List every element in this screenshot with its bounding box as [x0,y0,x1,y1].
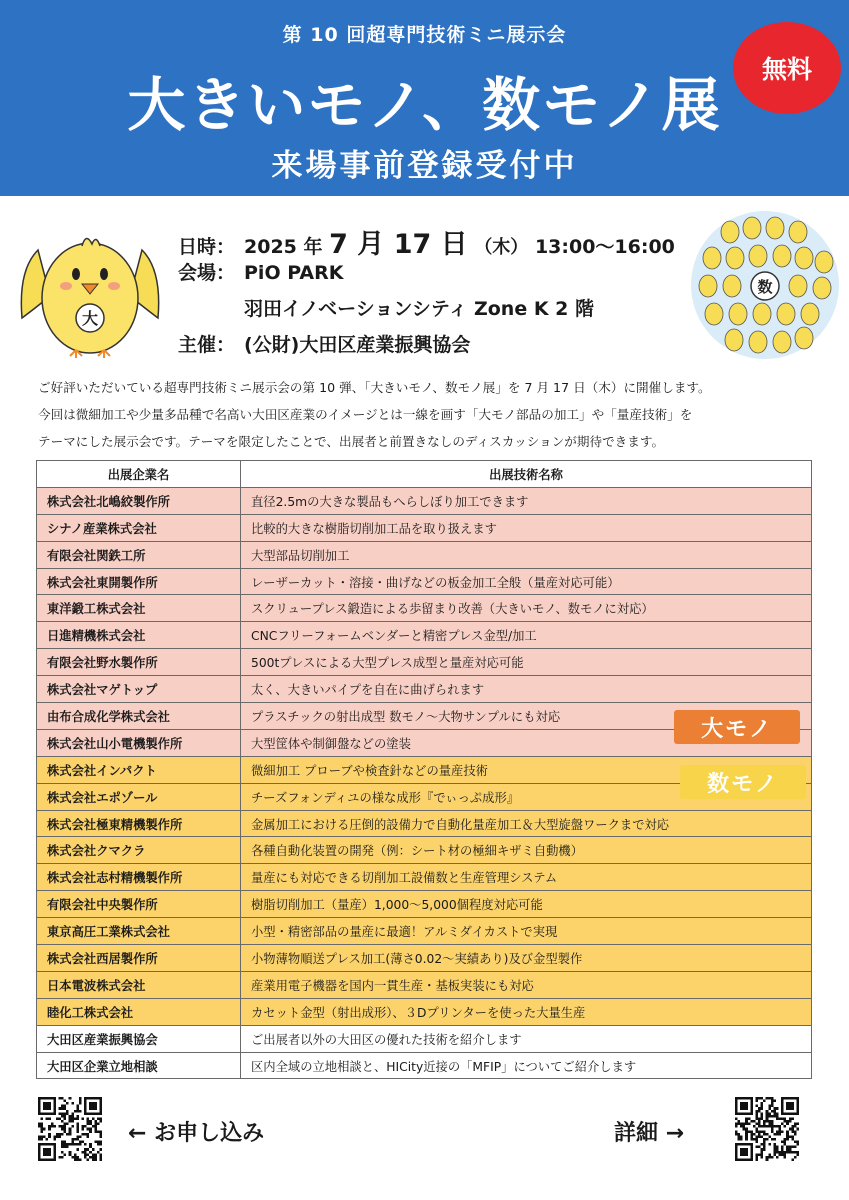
table-row [37,541,812,568]
technology-cell: 微細加工 プローブや検査針などの量産技術 [241,756,812,783]
table-row [37,837,812,864]
technology-cell: 大型部品切削加工 [241,541,812,568]
table-header-row [37,461,812,488]
description-line: テーマにした展示会です。テーマを限定したことで、出展者と前置きなしのディスカッションが期待できます。 [38,434,665,449]
event-date-row [178,222,698,258]
company-name-cell: 株式会社志村精機製作所 [37,864,241,891]
company-name-cell: 株式会社西居製作所 [37,945,241,972]
table-row [37,514,812,541]
technology-cell: 小型・精密部品の量産に最適！アルミダイカストで実現 [241,918,812,945]
date-day: 7 月 17 日 [329,229,468,260]
page-title: 大きいモノ、数モノ展 [127,71,722,139]
table-row [37,810,812,837]
apply-link[interactable]: ← お申し込み [128,1121,265,1146]
company-name-cell: 株式会社山小電機製作所 [37,729,241,756]
technology-cell: カセット金型（射出成形）、３Dプリンターを使った大量生産 [241,998,812,1025]
table-row [37,864,812,891]
company-name-cell: 株式会社極東精機製作所 [37,810,241,837]
technology-cell: CNCフリーフォームベンダーと精密プレス金型/加工 [241,622,812,649]
company-name-cell: 由布合成化学株式会社 [37,703,241,730]
table-row [37,1052,812,1079]
technology-cell: ご出展者以外の大田区の優れた技術を紹介します [241,1025,812,1052]
table-row [37,487,812,514]
event-info [178,222,698,366]
company-name-cell: 東洋鍛工株式会社 [37,595,241,622]
technology-cell: 樹脂切削加工（量産）1,000～5,000個程度対応可能 [241,891,812,918]
chick-mascot-icon [10,210,170,360]
company-name-cell: 株式会社東開製作所 [37,568,241,595]
date-weekday: （木） [474,237,529,258]
table-row [37,595,812,622]
company-name-cell: 大田区産業振興協会 [37,1025,241,1052]
table-row [37,1025,812,1052]
big-item-tag: 大モノ [674,710,800,744]
date-year: 2025 年 [244,236,323,258]
table-row [37,622,812,649]
technology-cell: 区内全域の立地相談と、HICity近接の「MFIP」についてご紹介します [241,1052,812,1079]
technology-cell: 産業用電子機器を国内一貫生産・基板実装にも対応 [241,971,812,998]
header-technology: 出展技術名称 [241,461,812,488]
header-company: 出展企業名 [37,461,241,488]
company-name-cell: 株式会社北嶋絞製作所 [37,487,241,514]
table-row [37,998,812,1025]
event-venue-row-2 [178,294,698,330]
company-name-cell: 有限会社中央製作所 [37,891,241,918]
technology-cell: 太く、大きいパイプを自在に曲げられます [241,676,812,703]
table-row [37,676,812,703]
company-name-cell: 有限会社関鉄工所 [37,541,241,568]
technology-cell: 直径2.5mの大きな製品もへらしぼり加工できます [241,487,812,514]
technology-cell: スクリュープレス鍛造による歩留まり改善（大きいモノ、数モノに対応） [241,595,812,622]
company-name-cell: シナノ産業株式会社 [37,514,241,541]
table-row [37,971,812,998]
details-link[interactable]: 詳細 → [614,1121,685,1146]
table-row [37,918,812,945]
free-badge: 無料 [733,22,841,114]
description-line: ご好評いただいている超専門技術ミニ展示会の第 10 弾、「大きいモノ、数モノ展」を 7 月 17 日（木）に開催します。 [38,380,711,395]
company-name-cell: 日進精機株式会社 [37,622,241,649]
event-venue-row [178,258,698,294]
technology-cell: 比較的大きな樹脂切削加工品を取り扱えます [241,514,812,541]
technology-cell: 量産にも対応できる切削加工設備数と生産管理システム [241,864,812,891]
organizer-name: (公財)大田区産業振興協会 [244,334,471,356]
company-name-cell: 株式会社エポゾール [37,783,241,810]
mass-item-tag: 数モノ [680,765,806,799]
venue-address: 羽田イノベーションシティ Zone K 2 階 [244,298,594,320]
mascot-left-symbol: 大 [81,309,99,328]
date-time: 13:00～16:00 [534,236,675,258]
organizer-label: 主催： [178,334,236,356]
technology-cell: チーズフォンディユの様な成形『でぃっぷ成形』 [241,783,812,810]
event-description [38,374,818,455]
technology-cell: プラスチックの射出成型 数モノ～大物サンプルにも対応 [241,703,812,730]
venue-label: 会場： [178,262,236,284]
table-row [37,649,812,676]
technology-cell: レーザーカット・溶接・曲げなどの板金加工全般（量産対応可能） [241,568,812,595]
company-name-cell: 日本電波株式会社 [37,971,241,998]
chick-group-icon [690,210,840,360]
technology-cell: 金属加工における圧倒的設備力で自動化量産加工＆大型旋盤ワークまで対応 [241,810,812,837]
table-row [37,945,812,972]
event-series-subtitle: 第 10 回超専門技術ミニ展示会 [282,24,567,46]
company-name-cell: 東京高圧工業株式会社 [37,918,241,945]
table-row [37,568,812,595]
company-name-cell: 株式会社クマクラ [37,837,241,864]
technology-cell: 500tプレスによる大型プレス成型と量産対応可能 [241,649,812,676]
event-organizer-row [178,330,698,366]
description-line: 今回は微細加工や少量多品種で名高い大田区産業のイメージとは一線を画す「大モノ部品の加工」や「量産技術」を [38,407,693,422]
mascot-right-symbol: 数 [757,278,773,296]
date-label: 日時： [178,236,236,258]
venue-name: PiO PARK [244,262,344,284]
qr-code-icon[interactable] [735,1097,799,1161]
date-value [244,222,675,261]
company-name-cell: 株式会社マゲトップ [37,676,241,703]
header-banner [0,0,849,196]
company-name-cell: 大田区企業立地相談 [37,1052,241,1079]
qr-code-icon[interactable] [38,1097,102,1161]
technology-cell: 各種自動化装置の開発（例：シート材の極細キザミ自動機） [241,837,812,864]
technology-cell: 大型筐体や制御盤などの塗装 [241,729,812,756]
company-name-cell: 睦化工株式会社 [37,998,241,1025]
table-row [37,891,812,918]
registration-notice: 来場事前登録受付中 [271,148,578,184]
company-name-cell: 株式会社インパクト [37,756,241,783]
technology-cell: 小物薄物順送プレス加工(薄さ0.02～実績あり)及び金型製作 [241,945,812,972]
company-name-cell: 有限会社野水製作所 [37,649,241,676]
